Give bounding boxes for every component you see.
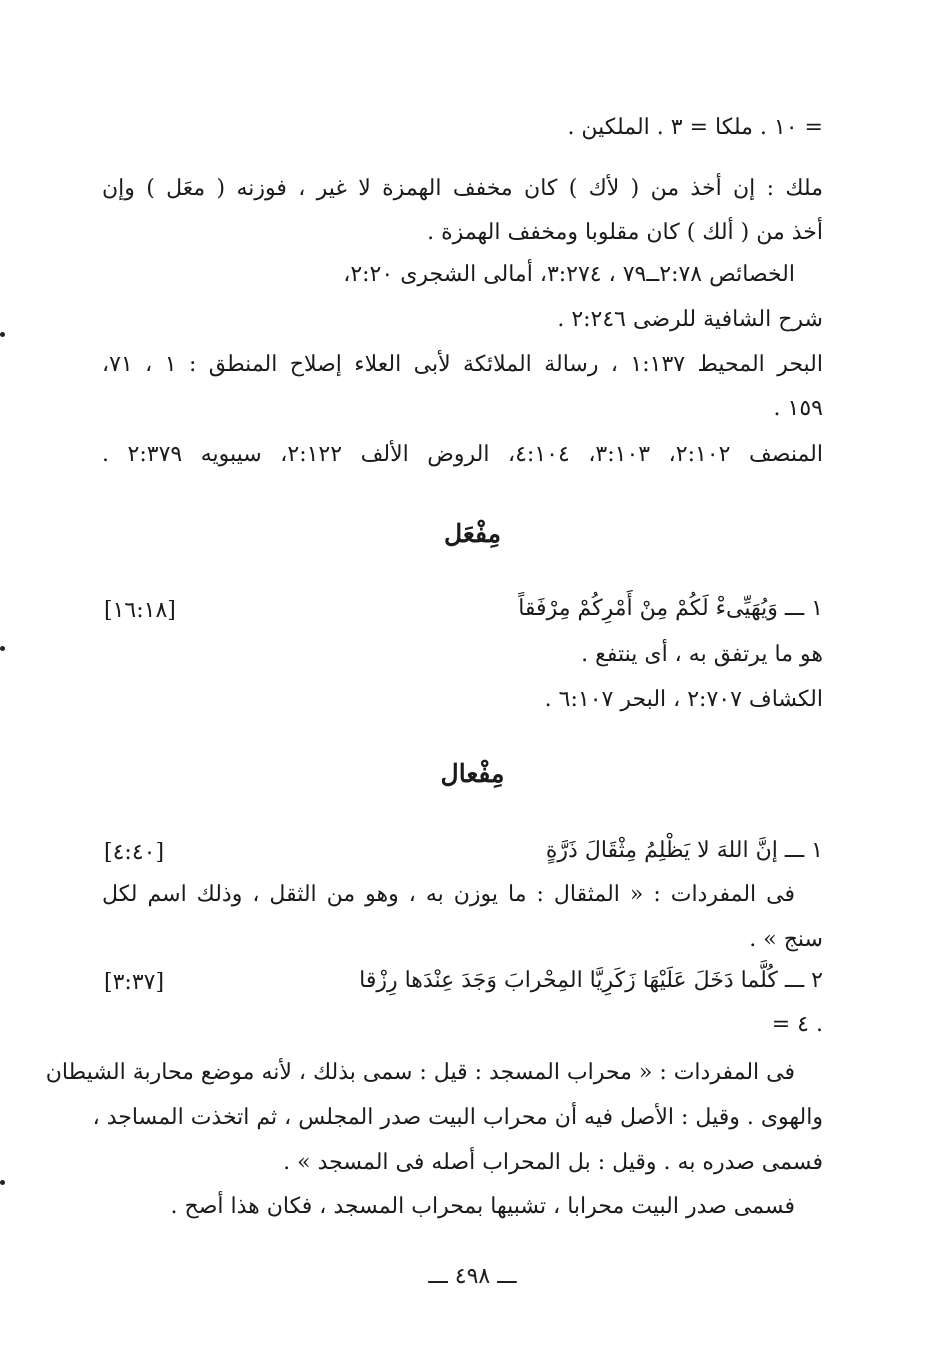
mifal-verse-1-ref: [١٦:١٨] [104, 598, 176, 623]
mifaal-verse-2: ٢ ـــ كُلَّما دَخَلَ عَلَيْهَا زَكَرِيَّا المِحْرابَ وَجَدَ عِنْدَها رِزْقا [359, 968, 823, 993]
mifaal-note-1-line-1: فى المفردات : « المثقال : ما يوزن به ، وهو من الثقل ، وذلك اسم لكل [102, 882, 795, 907]
mifaal-verse-1-ref: [٤:٤٠] [104, 840, 165, 865]
malak-ref-line-2: شرح الشافية للرضى ٢:٢٤٦ . [557, 307, 823, 332]
mifal-gloss: هو ما يرتفق به ، أى ينتفع . [581, 642, 823, 667]
top-continuation-line: = ١٠ . ملكا = ٣ . الملكين . [567, 115, 823, 140]
mifal-refs: الكشاف ٢:٧٠٧ ، البحر ٦:١٠٧ . [544, 687, 823, 712]
mifaal-note-2-line-1: فى المفردات : « محراب المسجد : قيل : سمى بذلك ، لأنه موضع محاربة الشيطان [45, 1060, 795, 1085]
mifaal-verse-2-ref: [٣:٣٧] [104, 970, 165, 995]
mifaal-verse-2-continuation: = ٤ . [771, 1012, 823, 1037]
malak-ref-line-3: البحر المحيط ١:١٣٧ ، رسالة الملائكة لأبى العلاء إصلاح المنطق : ١ ، ٧١، [102, 352, 823, 377]
mifal-verse-1: ١ ـــ وَيُهَيِّىءْ لَكُمْ مِنْ أَمْرِكُمْ مِرْفَقاً [518, 596, 823, 621]
malak-ref-line-1: الخصائص ٢:٧٨ــ٧٩ ، ٣:٢٧٤، أمالى الشجرى ٢:٢٠، [343, 262, 795, 287]
mifaal-note-2-line-3: فسمى صدره به . وقيل : بل المحراب أصله فى المسجد » . [283, 1150, 823, 1175]
scan-edge-mark [0, 1180, 5, 1185]
section-heading-mifaal: مِفْعال [440, 759, 505, 788]
mifaal-note-2-line-2: والهوى . وقيل : الأصل فيه أن محراب البيت صدر المجلس ، ثم اتخذت المساجد ، [92, 1105, 823, 1130]
mifaal-note-2-line-4: فسمى صدر البيت محرابا ، تشبيها بمحراب المسجد ، فكان هذا أصح . [170, 1194, 795, 1219]
mifaal-verse-1: ١ ـــ إنَّ اللهَ لا يَظْلِمُ مِثْقَالَ ذَرَّةٍ [545, 838, 823, 863]
scan-edge-mark [0, 646, 5, 651]
malak-ref-line-4: . ١٥٩ [773, 396, 823, 421]
scan-edge-mark [0, 332, 5, 337]
malak-ref-line-5: المنصف ٢:١٠٢، ٣:١٠٣، ٤:١٠٤، الروض الألف ٢:١٢٢، سيبويه ٢:٣٧٩ . [102, 442, 823, 467]
section-heading-mifal: مِفْعَل [443, 519, 502, 548]
malak-entry-line-2: أخذ من ( ألك ) كان مقلوبا ومخفف الهمزة . [427, 220, 823, 245]
malak-entry-line-1: ملك : إن أخذ من ( لأك ) كان مخفف الهمزة لا غير ، فوزنه ( معَل ) وإن [102, 176, 823, 201]
mifaal-note-1-line-2: سنج » . [749, 927, 823, 952]
page-number: ـــ ٤٩٨ ـــ [428, 1264, 517, 1289]
